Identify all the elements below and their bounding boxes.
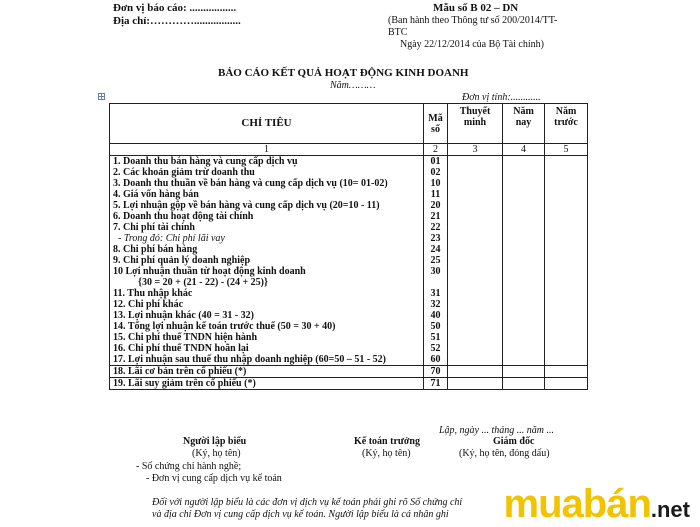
this-year-cell: [503, 255, 545, 266]
row-label: 3. Doanh thu thuần về bán hàng và cung cấp dịch vụ (10= 01-02): [110, 178, 424, 189]
row-code: 70: [424, 366, 448, 378]
row-code: 24: [424, 244, 448, 255]
row-label: 12. Chi phí khác: [110, 299, 424, 310]
income-statement-table: [109, 103, 588, 390]
last-year-cell: [545, 332, 588, 343]
table-row: [110, 332, 588, 343]
note-cell: [448, 366, 503, 378]
row-code: 71: [424, 378, 448, 390]
note-cell: [448, 288, 503, 299]
this-year-cell: [503, 310, 545, 321]
column-number: 5: [545, 144, 588, 156]
preparer-sign-note: (Ký, họ tên): [192, 448, 241, 459]
row-code: 40: [424, 310, 448, 321]
column-number: 2: [424, 144, 448, 156]
note-cell: [448, 167, 503, 178]
note-cell: [448, 378, 503, 390]
row-code: 32: [424, 299, 448, 310]
column-number: 1: [110, 144, 424, 156]
last-year-cell: [545, 178, 588, 189]
this-year-cell: [503, 354, 545, 366]
row-code: 52: [424, 343, 448, 354]
row-label: 10 Lợi nhuận thuần từ hoạt động kinh doanh: [110, 266, 424, 277]
table-row: [110, 354, 588, 366]
last-year-cell: [545, 200, 588, 211]
last-year-cell: [545, 244, 588, 255]
logo-tld: .net: [650, 497, 690, 522]
footnote-line-2: và địa chỉ Đơn vị cung cấp dịch vụ kế toán. Người lập biểu là cá nhân ghi: [152, 509, 449, 520]
row-code: 60: [424, 354, 448, 366]
note-cell: [448, 354, 503, 366]
footnote-line-1: Đối với người lập biểu là các đơn vị dịch vụ kế toán phải ghi rõ Số chứng chỉ: [152, 497, 463, 508]
table-row: [110, 222, 588, 233]
this-year-cell: [503, 233, 545, 244]
row-code: 02: [424, 167, 448, 178]
note-cell: [448, 178, 503, 189]
currency-unit: Đơn vị tính:............: [462, 92, 541, 103]
last-year-cell: [545, 288, 588, 299]
note-cell: [448, 200, 503, 211]
note-cell: [448, 299, 503, 310]
accountant-sign-note: (Ký, họ tên): [362, 448, 411, 459]
row-label: 9. Chi phí quản lý doanh nghiệp: [110, 255, 424, 266]
row-code: 21: [424, 211, 448, 222]
column-number: 3: [448, 144, 503, 156]
last-year-cell: [545, 343, 588, 354]
row-label: 13. Lợi nhuận khác (40 = 31 - 32): [110, 310, 424, 321]
issued-line-3: Ngày 22/12/2014 của Bộ Tài chính): [400, 39, 544, 50]
header-code: Mã số: [424, 104, 448, 144]
this-year-cell: [503, 167, 545, 178]
note-cell: [448, 255, 503, 266]
this-year-cell: [503, 288, 545, 299]
last-year-cell: [545, 366, 588, 378]
table-row: [110, 244, 588, 255]
this-year-cell: [503, 222, 545, 233]
row-code: 51: [424, 332, 448, 343]
table-row: [110, 378, 588, 390]
report-title: BÁO CÁO KẾT QUẢ HOẠT ĐỘNG KINH DOANH: [218, 67, 469, 79]
last-year-cell: [545, 266, 588, 277]
table-row: [110, 211, 588, 222]
this-year-cell: [503, 332, 545, 343]
this-year-cell: [503, 299, 545, 310]
table-row: [110, 189, 588, 200]
row-code: 25: [424, 255, 448, 266]
row-label: 11. Thu nhập khác: [110, 288, 424, 299]
row-label: 8. Chi phí bán hàng: [110, 244, 424, 255]
this-year-cell: [503, 366, 545, 378]
row-code: 50: [424, 321, 448, 332]
table-row: [110, 255, 588, 266]
table-row: [110, 321, 588, 332]
row-code: 01: [424, 156, 448, 168]
table-row: [110, 200, 588, 211]
row-label: 18. Lãi cơ bản trên cổ phiếu (*): [110, 366, 424, 378]
note-cell: [448, 310, 503, 321]
this-year-cell: [503, 156, 545, 168]
note-cell: [448, 189, 503, 200]
preparer-title: Người lập biểu: [183, 436, 247, 447]
last-year-cell: [545, 378, 588, 390]
row-label: 17. Lợi nhuận sau thuế thu nhập doanh nghiệp (60=50 – 51 - 52): [110, 354, 424, 366]
note-cell: [448, 244, 503, 255]
row-code: 11: [424, 189, 448, 200]
note-cell: [448, 332, 503, 343]
row-label: 6. Doanh thu hoạt động tài chính: [110, 211, 424, 222]
row-label: 4. Giá vốn hàng bán: [110, 189, 424, 200]
table-row: [110, 288, 588, 299]
director-title: Giám đốc: [493, 436, 535, 447]
table-row: [110, 156, 588, 168]
row-label: 7. Chi phí tài chính: [110, 222, 424, 233]
table-row: [110, 277, 588, 288]
row-code: 23: [424, 233, 448, 244]
certificate-note: - Số chứng chỉ hành nghề;: [136, 461, 242, 472]
this-year-cell: [503, 211, 545, 222]
note-cell: [448, 156, 503, 168]
service-provider-note: - Đơn vị cung cấp dịch vụ kế toán: [146, 473, 282, 484]
last-year-cell: [545, 310, 588, 321]
last-year-cell: [545, 211, 588, 222]
issued-line-1: (Ban hành theo Thông tư số 200/2014/TT-: [388, 15, 558, 26]
table-row: [110, 266, 588, 277]
row-code: 22: [424, 222, 448, 233]
row-code: 10: [424, 178, 448, 189]
table-row: [110, 310, 588, 321]
director-sign-note: (Ký, họ tên, đóng dấu): [459, 448, 550, 459]
last-year-cell: [545, 354, 588, 366]
table-row: [110, 366, 588, 378]
row-code: [424, 277, 448, 288]
row-label: 19. Lãi suy giảm trên cổ phiếu (*): [110, 378, 424, 390]
row-label: {30 = 20 + (21 - 22) - (24 + 25)}: [110, 277, 424, 288]
this-year-cell: [503, 244, 545, 255]
note-cell: [448, 233, 503, 244]
note-cell: [448, 222, 503, 233]
table-row: [110, 233, 588, 244]
note-cell: [448, 266, 503, 277]
header-note: Thuyết minh: [448, 104, 503, 144]
row-label: 2. Các khoản giảm trừ doanh thu: [110, 167, 424, 178]
header-indicator: CHỈ TIÊU: [110, 104, 424, 144]
muaban-logo: [504, 482, 690, 527]
table-row: [110, 178, 588, 189]
logo-brand: muabán: [503, 482, 651, 526]
address-label: Địa chỉ:………….................: [113, 15, 241, 27]
issued-line-2: BTC: [388, 27, 408, 38]
last-year-cell: [545, 277, 588, 288]
table-row: [110, 167, 588, 178]
date-line: Lập, ngày ... tháng ... năm ...: [439, 425, 554, 436]
this-year-cell: [503, 343, 545, 354]
last-year-cell: [545, 321, 588, 332]
row-label: - Trong đó: Chi phí lãi vay: [110, 233, 424, 244]
table-move-handle-icon[interactable]: [98, 93, 105, 100]
last-year-cell: [545, 255, 588, 266]
row-label: 15. Chi phí thuế TNDN hiện hành: [110, 332, 424, 343]
last-year-cell: [545, 167, 588, 178]
header-last-year: Năm trước: [545, 104, 588, 144]
form-code: Mẫu số B 02 – DN: [433, 2, 519, 14]
last-year-cell: [545, 156, 588, 168]
note-cell: [448, 211, 503, 222]
last-year-cell: [545, 189, 588, 200]
row-code: 20: [424, 200, 448, 211]
last-year-cell: [545, 222, 588, 233]
this-year-cell: [503, 321, 545, 332]
row-code: 31: [424, 288, 448, 299]
this-year-cell: [503, 178, 545, 189]
note-cell: [448, 321, 503, 332]
header-this-year: Năm nay: [503, 104, 545, 144]
accountant-title: Kế toán trưởng: [354, 436, 420, 447]
table-row: [110, 343, 588, 354]
year-line: Năm………: [330, 80, 376, 91]
this-year-cell: [503, 378, 545, 390]
note-cell: [448, 277, 503, 288]
note-cell: [448, 343, 503, 354]
muaban-watermark: [470, 484, 700, 525]
row-label: 14. Tổng lợi nhuận kế toán trước thuế (50 = 30 + 40): [110, 321, 424, 332]
row-label: 5. Lợi nhuận gộp về bán hàng và cung cấp dịch vụ (20=10 - 11): [110, 200, 424, 211]
column-number: 4: [503, 144, 545, 156]
this-year-cell: [503, 277, 545, 288]
this-year-cell: [503, 189, 545, 200]
row-label: 16. Chi phí thuế TNDN hoãn lại: [110, 343, 424, 354]
row-label: 1. Doanh thu bán hàng và cung cấp dịch vụ: [110, 156, 424, 168]
this-year-cell: [503, 266, 545, 277]
table-row: [110, 299, 588, 310]
this-year-cell: [503, 200, 545, 211]
last-year-cell: [545, 233, 588, 244]
reporting-unit-label: Đơn vị báo cáo: .................: [113, 2, 237, 14]
last-year-cell: [545, 299, 588, 310]
row-code: 30: [424, 266, 448, 277]
